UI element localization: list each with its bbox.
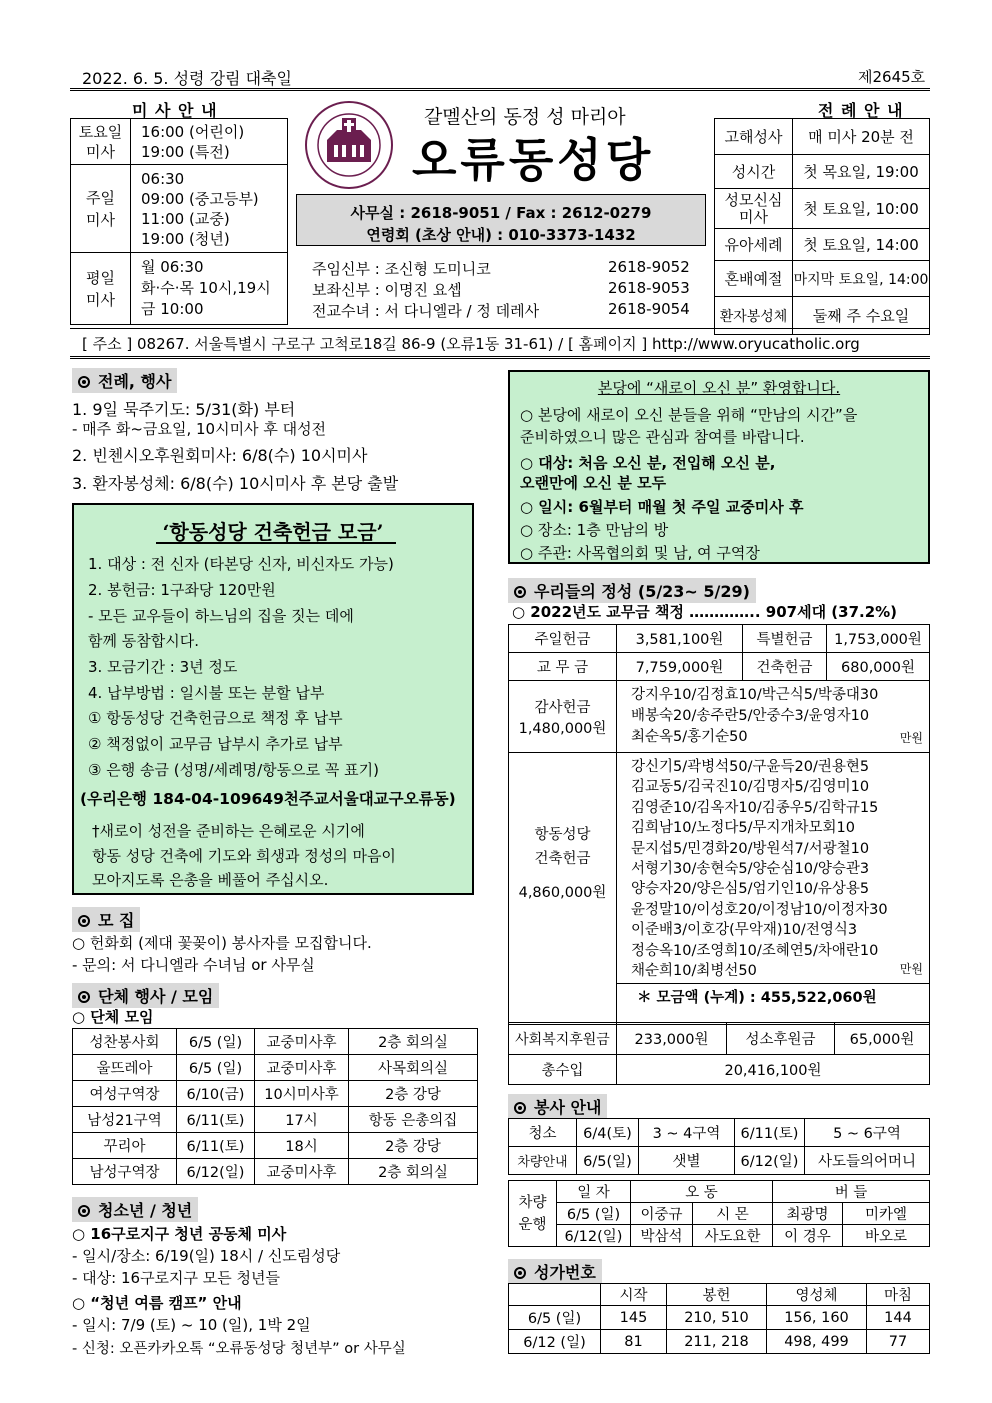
service-cell: 6/4(토): [577, 1119, 639, 1147]
mass-title: 미 사 안 내: [132, 101, 218, 120]
event-line: 2. 빈첸시오후원회미사: 6/8(수) 10시미사: [72, 446, 368, 465]
thanks-amount: 1,480,000원: [518, 720, 607, 737]
bus-cell: 시 몬: [693, 1203, 773, 1225]
welcome-line: 준비하였으니 많은 관심과 참여를 바랍니다.: [520, 428, 805, 446]
service-cell: 차량안내: [509, 1147, 577, 1175]
group-cell: 꾸리아: [73, 1133, 177, 1159]
bullet-icon: [78, 376, 90, 388]
group-cell: 18시: [255, 1133, 349, 1159]
welcome-line: ○ 본당에 새로이 오신 분들을 위해 “만남의 시간”을: [520, 406, 858, 424]
offering-cell: 1,753,000원: [827, 625, 930, 653]
liturgy-value: 첫 토요일, 10:00: [793, 189, 930, 229]
welcome-line: 오랜만에 오신 분 모두: [520, 474, 667, 492]
liturgy-value: 매 미사 20분 전: [793, 119, 930, 155]
bank-account: (우리은행 184-04-109649천주교서울대교구오류동): [80, 790, 456, 808]
group-cell: 여성구역장: [73, 1081, 177, 1107]
donor-line: 최순옥5/홍기순50: [631, 729, 748, 745]
hymn-cell: 81: [601, 1330, 667, 1354]
offering-cell: 680,000원: [827, 653, 930, 681]
donor-line: 서형기30/송현숙5/양순심10/양승관3: [631, 861, 870, 878]
offering-cell: 특별헌금: [743, 625, 827, 653]
mass-time: 19:00 (청년): [141, 229, 230, 248]
group-cell: 17시: [255, 1107, 349, 1133]
event-line: 1. 9일 묵주기도: 5/31(화) 부터: [72, 400, 296, 419]
building-title: ‘항동성당 건축헌금 모금’: [162, 520, 384, 544]
mass-label: 주일 미사: [71, 165, 131, 253]
church-subtitle: 갈멜산의 동정 성 마리아: [424, 106, 626, 128]
group-cell: 항동 은총의집: [349, 1107, 478, 1133]
donor-line: 이준배3/이호강(무악재)10/전영식3: [631, 922, 858, 939]
group-cell: 6/12(일): [177, 1159, 255, 1185]
group-cell: 10시미사후: [255, 1081, 349, 1107]
bullet-icon: [514, 1267, 526, 1279]
event-line: 3. 환자봉성체: 6/8(수) 10시미사 후 본당 출발: [72, 474, 399, 493]
building-title-underline: [156, 542, 396, 544]
date-line: 2022. 6. 5. 성령 강림 대축일: [82, 69, 292, 88]
youth-line: - 일시/장소: 6/19(일) 18시 / 신도림성당: [72, 1247, 341, 1265]
bullet-icon: [514, 1102, 526, 1114]
bus-cell: 미카엘: [843, 1203, 930, 1225]
bullet-icon: [78, 915, 90, 927]
hymns-heading: 성가번호: [508, 1259, 602, 1284]
staff-role: 전교수녀 : 서 다니엘라 / 정 데레사: [312, 302, 540, 320]
bus-cell: 최광명: [773, 1203, 843, 1225]
liturgy-label: 혼배예절: [715, 261, 793, 297]
donor-line: 강신기5/곽병석50/구윤득20/권용현5: [631, 759, 870, 775]
welcome-title: 본당에 “새로이 오신 분” 환영합니다.: [597, 379, 841, 397]
group-cell: 2층 강당: [349, 1081, 478, 1107]
mass-label: 토요일 미사: [71, 119, 131, 165]
group-cell: 2층 강당: [349, 1133, 478, 1159]
donor-line: 강지우10/김정효10/박근식5/박종대30: [631, 687, 879, 703]
hymn-cell: 6/5 (일): [509, 1306, 601, 1330]
donor-line: 김희남10/노정다5/무지개차모회10: [631, 820, 855, 837]
header-rule: [70, 88, 930, 91]
donor-line: 김영준10/김옥자10/김종우5/김학규15: [631, 799, 879, 816]
group-cell: 사목회의실: [349, 1055, 478, 1081]
offering-table: [508, 624, 930, 1025]
offering-cell: 성소후원금: [727, 1023, 835, 1055]
group-cell: 6/5 (일): [177, 1055, 255, 1081]
bus-label: 차량 운행: [509, 1181, 557, 1247]
office-phone: 사무실 : 2618-9051 / Fax : 2612-0279: [350, 204, 652, 222]
group-cell: 교중미사후: [255, 1029, 349, 1055]
group-cell: 6/11(토): [177, 1107, 255, 1133]
address: [ 주소 ] 08267. 서울특별시 구로구 고척로18길 86-9 (오류1동 31-61) / [ 홈페이지 ] http://www.oryucatholic.org: [82, 335, 860, 353]
hymn-cell: 156, 160: [767, 1306, 867, 1330]
group-cell: 남성21구역: [73, 1107, 177, 1133]
staff-phone: 2618-9053: [608, 279, 690, 297]
hymn-cell: 6/12 (일): [509, 1330, 601, 1354]
bus-cell: 이중규: [631, 1203, 693, 1225]
youth-line: ○ 16구로지구 청년 공동체 미사: [72, 1225, 287, 1243]
thanks-label: 감사헌금: [534, 699, 591, 716]
service-cell: 3 ~ 4구역: [639, 1119, 735, 1147]
group-cell: 남성구역장: [73, 1159, 177, 1185]
hymn-cell: 145: [601, 1306, 667, 1330]
staff-role: 보좌신부 : 이명진 요셉: [312, 281, 462, 299]
bus-head: 오 동: [631, 1181, 773, 1203]
council-phone: 연령회 (초상 안내) : 010-3373-1432: [366, 226, 636, 244]
donor-line: 양승자20/양은심5/엄기인10/유상용5: [631, 881, 870, 898]
youth-line: - 대상: 16구로지구 모든 청년들: [72, 1269, 281, 1287]
building-line: ② 책정없이 교무금 납부시 추가로 납부: [88, 735, 343, 753]
address-rule-bottom: [70, 356, 930, 359]
bus-cell: 6/5 (일): [557, 1203, 631, 1225]
building-line: 1. 대상 : 전 신자 (타본당 신자, 비신자도 가능): [88, 555, 394, 573]
mass-time: 화·수·목 10시,19시: [141, 279, 271, 297]
bus-cell: 이 경우: [773, 1225, 843, 1247]
hymn-head: 마침: [867, 1284, 930, 1306]
liturgy-value: 둘째 주 수요일: [793, 297, 930, 335]
service-heading: 봉사 안내: [508, 1094, 607, 1119]
hymn-head: [509, 1284, 601, 1306]
group-cell: 성찬봉사회: [73, 1029, 177, 1055]
building-line: ③ 은행 송금 (성명/세례명/항동으로 꼭 표기): [88, 761, 379, 779]
building-line: 함께 동참합시다.: [88, 632, 199, 650]
welcome-line: ○ 장소: 1층 만남의 방: [520, 521, 669, 539]
hymn-cell: 498, 499: [767, 1330, 867, 1354]
church-seal-logo: [304, 100, 394, 190]
unit-label: 만원: [899, 731, 923, 745]
staff-phone: 2618-9054: [608, 300, 690, 318]
service-cell: 6/12(일): [735, 1147, 805, 1175]
bullet-icon: [514, 586, 526, 598]
events-heading: 전례, 행사: [72, 368, 177, 393]
groups-heading: 단체 행사 / 모임: [72, 983, 219, 1008]
building-line: 2. 봉헌금: 1구좌당 120만원: [88, 581, 276, 599]
liturgy-value: 첫 목요일, 19:00: [793, 155, 930, 189]
welcome-line: ○ 일시: 6월부터 매월 첫 주일 교중미사 후: [520, 498, 804, 516]
thanks-label-cell: [509, 681, 617, 753]
issue-number: 제2645호: [858, 68, 926, 86]
prayer-line: 모아지도록 은총을 베풀어 주십시오.: [92, 871, 329, 889]
youth-line: ○ “청년 여름 캠프” 안내: [72, 1294, 242, 1312]
mass-time: 19:00 (특전): [141, 142, 230, 161]
group-cell: 2층 회의실: [349, 1029, 478, 1055]
prayer-line: 항동 성당 건축에 기도와 희생과 정성의 마음이: [92, 847, 396, 865]
hymn-head: 영성체: [767, 1284, 867, 1306]
liturgy-title: 전 례 안 내: [818, 101, 904, 120]
group-cell: 6/11(토): [177, 1133, 255, 1159]
service-cell: 6/11(토): [735, 1119, 805, 1147]
groups-table: [72, 1028, 478, 1185]
build-label: 항동성당 건축헌금: [534, 827, 591, 867]
bus-table: [508, 1180, 930, 1247]
group-cell: 6/5 (일): [177, 1029, 255, 1055]
liturgy-label: 성시간: [715, 155, 793, 189]
offering-subtitle: ○ 2022년도 교무금 책정 ………….. 907세대 (37.2%): [512, 603, 898, 621]
bus-cell: 6/12(일): [557, 1225, 631, 1247]
service-cell: 샛별: [639, 1147, 735, 1175]
liturgy-value: 마지막 토요일, 14:00: [793, 261, 930, 297]
group-cell: 2층 회의실: [349, 1159, 478, 1185]
offering-cell: 7,759,000원: [617, 653, 743, 681]
mass-table: [70, 118, 288, 325]
unit-label: 만원: [899, 962, 923, 977]
build-amount: 4,860,000원: [518, 885, 607, 901]
fund-total: ＊ 모금액 (누계) : 455,522,060원: [617, 983, 929, 1009]
staff-phone: 2618-9052: [608, 258, 690, 276]
service-cell: 청소: [509, 1119, 577, 1147]
prayer-line: †새로이 성전을 준비하는 은혜로운 시기에: [92, 822, 365, 840]
hymn-head: 봉헌: [667, 1284, 767, 1306]
hymn-cell: 211, 218: [667, 1330, 767, 1354]
group-cell: 울뜨레아: [73, 1055, 177, 1081]
mass-time: 09:00 (중고등부): [141, 189, 259, 208]
donor-line: 문지섭5/민경화20/방원석7/서광철10: [631, 840, 870, 857]
bus-cell: 박삼석: [631, 1225, 693, 1247]
mass-time: 월 06:30: [141, 258, 204, 276]
recruit-line: - 문의: 서 다니엘라 수녀님 or 사무실: [72, 956, 315, 974]
offering-cell: 주일헌금: [509, 625, 617, 653]
donor-line: 배봉숙20/송주란5/안중수3/윤영자10: [631, 708, 870, 724]
offering-cell: 20,416,100원: [617, 1055, 930, 1085]
hymn-cell: 210, 510: [667, 1306, 767, 1330]
bus-cell: 사도요한: [693, 1225, 773, 1247]
building-line: 3. 모금기간 : 3년 정도: [88, 658, 238, 676]
bus-head: 버 들: [773, 1181, 930, 1203]
offering-cell: 건축헌금: [743, 653, 827, 681]
mass-time: 11:00 (교중): [141, 209, 230, 228]
build-label-cell: [509, 753, 617, 1025]
group-cell: 교중미사후: [255, 1159, 349, 1185]
offering-cell: 3,581,100원: [617, 625, 743, 653]
youth-line: - 일시: 7/9 (토) ~ 10 (일), 1박 2일: [72, 1316, 311, 1334]
mass-time: 16:00 (어린이): [141, 122, 245, 141]
address-rule-top: [70, 328, 930, 329]
offering-cell: 65,000원: [835, 1023, 930, 1055]
youth-line: - 신청: 오픈카카오톡 “오류동성당 청년부” or 사무실: [72, 1341, 406, 1357]
offering-cell: 사회복지후원금: [509, 1023, 617, 1055]
liturgy-label: 유아세례: [715, 229, 793, 261]
building-line: 4. 납부방법 : 일시불 또는 분할 납부: [88, 684, 325, 702]
welcome-line: ○ 주관: 사목협의회 및 남, 여 구역장: [520, 544, 760, 562]
liturgy-table: [714, 118, 930, 335]
bus-head: 일 자: [557, 1181, 631, 1203]
offering-cell: 총수입: [509, 1055, 617, 1085]
service-cell: 6/5(일): [577, 1147, 639, 1175]
event-line: - 매주 화~금요일, 10시미사 후 대성전: [72, 420, 327, 438]
offering-cell: 교 무 금: [509, 653, 617, 681]
offering-table-bottom: [508, 1022, 930, 1085]
service-table: [508, 1118, 930, 1175]
recruit-line: ○ 헌화회 (제대 꽃꽂이) 봉사자를 모집합니다.: [72, 934, 372, 952]
mass-label: 평일 미사: [71, 253, 131, 325]
liturgy-value: 첫 토요일, 14:00: [793, 229, 930, 261]
donor-line: 김교동5/김국진10/김명자5/김영미10: [631, 779, 870, 796]
hymn-cell: 144: [867, 1306, 930, 1330]
hymns-table: [508, 1283, 930, 1354]
group-cell: 6/10(금): [177, 1081, 255, 1107]
donor-line: 정승옥10/조영희10/조혜연5/차애란10: [631, 942, 879, 959]
bullet-icon: [78, 991, 90, 1003]
offering-heading: 우리들의 정성 (5/23~ 5/29): [508, 578, 756, 603]
donor-line: 채순희10/최병선50: [631, 963, 757, 980]
hymn-head: 시작: [601, 1284, 667, 1306]
staff-role: 주임신부 : 조신형 도미니코: [312, 260, 491, 278]
hymn-cell: 77: [867, 1330, 930, 1354]
group-cell: 교중미사후: [255, 1055, 349, 1081]
groups-subtitle: ○ 단체 모임: [72, 1008, 154, 1026]
mass-time: 금 10:00: [141, 300, 204, 318]
recruit-heading: 모 집: [72, 907, 140, 932]
service-cell: 사도들의어머니: [805, 1147, 930, 1175]
bullet-icon: [78, 1205, 90, 1217]
welcome-line: ○ 대상: 처음 오신 분, 전입해 오신 분,: [520, 454, 776, 472]
offering-cell: 233,000원: [617, 1023, 727, 1055]
liturgy-label: 환자봉성체: [715, 297, 793, 335]
service-cell: 5 ~ 6구역: [805, 1119, 930, 1147]
building-line: ① 항동성당 건축헌금으로 책정 후 납부: [88, 709, 343, 727]
mass-time: 06:30: [141, 169, 185, 188]
building-line: - 모든 교우들이 하느님의 집을 짓는 데에: [88, 607, 354, 625]
donor-line: 윤정말10/이성호20/이정남10/이정자30: [631, 901, 888, 918]
liturgy-label: 성모신심 미사: [715, 189, 793, 229]
bus-cell: 바오로: [843, 1225, 930, 1247]
youth-heading: 청소년 / 청년: [72, 1197, 198, 1222]
liturgy-label: 고해성사: [715, 119, 793, 155]
church-name: 오류동성당: [412, 133, 655, 187]
